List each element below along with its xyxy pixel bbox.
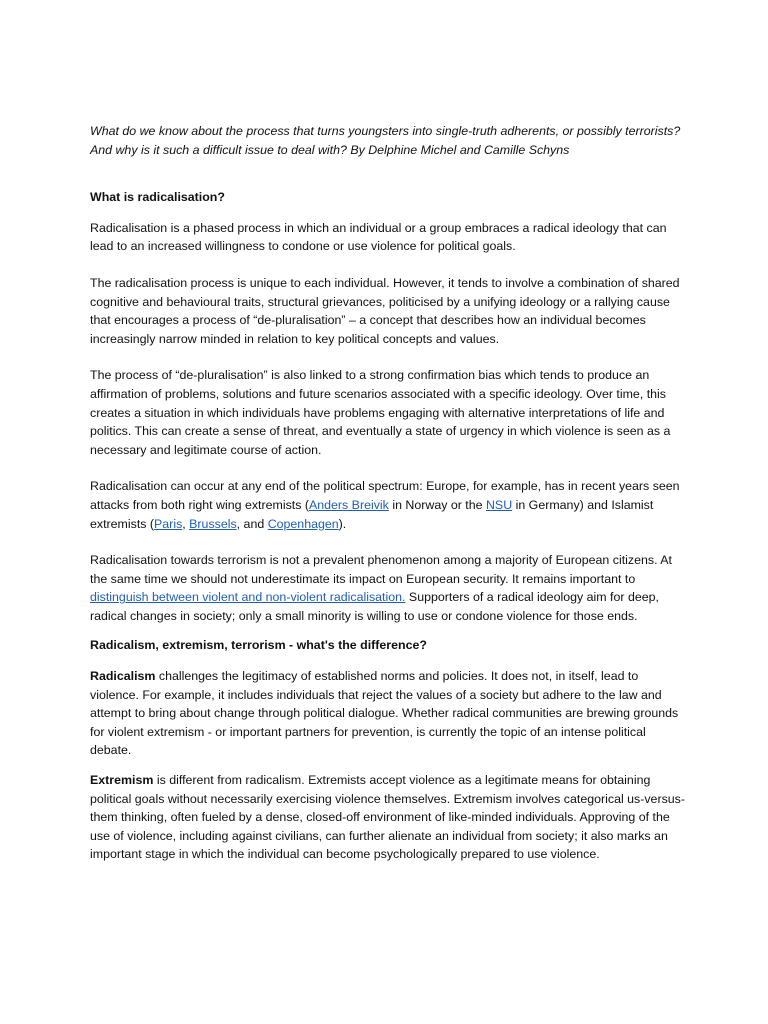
heading-radicalism-extremism-terrorism: Radicalism, extremism, terrorism - what's the difference? [90,638,427,653]
intro-paragraph: What do we know about the process that turns youngsters into single-truth adherents, or possibly terrorists? And why is it such a difficult issue to deal with? By Delphine Michel and Camille Schyns [90,124,681,157]
link-distinguish-violent-non-violent[interactable]: distinguish between violent and non-violent radicalisation. [90,590,406,605]
paragraph-extremism [90,771,688,864]
link-brussels[interactable]: Brussels [189,516,237,531]
text-span: , and [236,516,268,531]
link-nsu[interactable]: NSU [485,497,513,512]
link-copenhagen[interactable]: Copenhagen [267,516,339,531]
paragraph-process: The radicalisation process is unique to each individual. However, it tends to involve a combination of shared cognitive and behavioural traits, structural grievances, politicised by a unifying ideology or a rallying cause that encourages a process of “de-pluralisation” – a concept that describes how an individual becomes increasingly narrow minded in relation to key political concepts and values. [90,275,680,346]
term-radicalism: Radicalism [90,669,156,684]
paragraph-political-spectrum [90,477,688,533]
paragraph-radicalism [90,667,688,760]
text-span: challenges the legitimacy of established norms and policies. It does not, in itself, lead to violence. For example, it includes individuals that reject the values of a society but adhere to the law and attempt to bring about change through political dialogue. Whether radical communities are brewing grounds for violent extremism - or important partners for prevention, is currently the topic of an intense political debate. [90,669,679,758]
paragraph-definition: Radicalisation is a phased process in which an individual or a group embraces a radical ideology that can lead to an increased willingness to condone or use violence for political goals. [90,220,667,254]
term-extremism: Extremism [90,773,154,788]
heading-what-is-radicalisation: What is radicalisation? [90,190,225,205]
paragraph-terrorism-prevalence [90,551,688,625]
link-paris[interactable]: Paris [154,516,183,531]
text-span: Radicalisation towards terrorism is not a prevalent phenomenon among a majority of European citizens. At the same time we should not underestimate its impact on European security. It remains important to [90,553,672,586]
text-span: in Norway or the [388,497,486,512]
text-span: , [182,516,190,531]
text-span: Supporters of a radical ideology aim for deep, radical changes in society; only a small minority is willing to use or condone violence for those ends. [90,590,659,623]
text-span: Radicalisation can occur at any end of the political spectrum: Europe, for example, has in recent years seen attacks from both right wing extremists ( [90,479,680,512]
paragraph-de-pluralisation: The process of “de-pluralisation” is also linked to a strong confirmation bias which tends to produce an affirmation of problems, solutions and future scenarios associated with a specific ideology. Over time, this creates a situation in which individuals have problems engaging with alternative interpretations of life and politics. This can create a sense of threat, and eventually a state of urgency in which violence is seen as a necessary and legitimate course of action. [90,368,671,457]
text-span: is different from radicalism. Extremists accept violence as a legitimate means for obtaining political goals without necessarily exercising violence themselves. Extremism involves categorical us-versus-them thinking, often fueled by a dense, closed-off environment of like-minded individuals. Approving of the use of violence, including against civilians, can further alienate an individual from society; it also marks an important stage in which the individual can become psychologically prepared to use violence. [90,773,685,862]
text-span: ). [338,516,347,531]
link-anders-breivik[interactable]: Anders Breivik [308,497,389,512]
text-span: in Germany) and Islamist extremists ( [90,497,654,531]
